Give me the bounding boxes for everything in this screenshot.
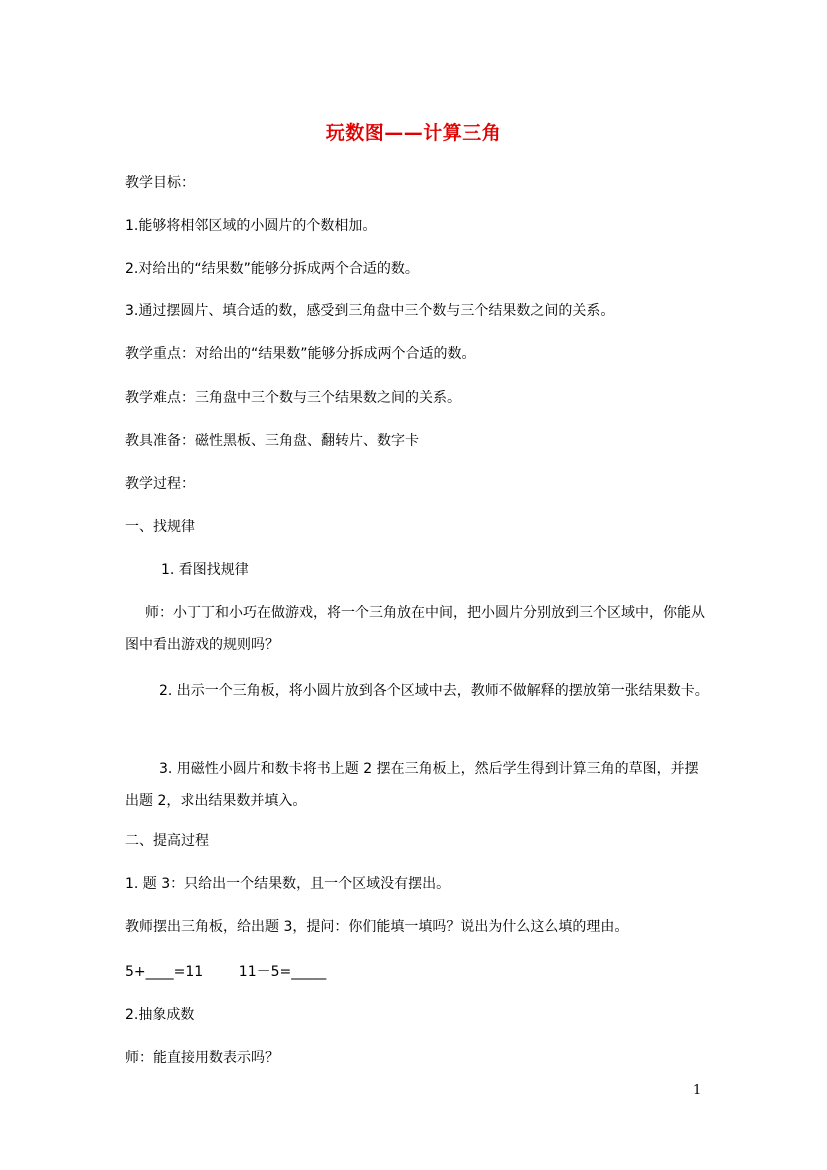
text-line: 教学过程： — [125, 476, 195, 492]
paragraph: 3. 用磁性小圆片和数卡将书上题 2 摆在三角板上，然后学生得到计算三角的草图，并摆出题 2，求出结果数并填入。 — [125, 761, 699, 809]
section-heading: 一、找规律 — [125, 519, 195, 535]
text-line: 教学重点：对给出的“结果数”能够分拆成两个合适的数。 — [125, 346, 476, 362]
text-line: 2.对给出的“结果数”能够分拆成两个合适的数。 — [125, 261, 419, 277]
text-line: 师：能直接用数表示吗？ — [125, 1050, 279, 1066]
text-line: 教学难点：三角盘中三个数与三个结果数之间的关系。 — [125, 390, 461, 406]
paragraph: 师：小丁丁和小巧在做游戏，将一个三角放在中间，把小圆片分别放到三个区域中，你能从图中看出游戏的规则吗？ — [125, 605, 705, 653]
equation-line: 5+____=11 11－5=_____ — [125, 964, 327, 980]
subsection-heading: 1. 看图找规律 — [161, 562, 249, 578]
page-number: 1 — [693, 1083, 702, 1098]
paragraph: 2. 出示一个三角板，将小圆片放到各个区域中去，教师不做解释的摆放第一张结果数卡。 — [159, 683, 709, 699]
text-line: 教具准备：磁性黑板、三角盘、翻转片、数字卡 — [125, 433, 419, 449]
text-line: 教师摆出三角板，给出题 3，提问：你们能填一填吗？说出为什么这么填的理由。 — [125, 919, 629, 935]
section-heading: 二、提高过程 — [125, 833, 209, 849]
text-line: 1.能够将相邻区域的小圆片的个数相加。 — [125, 218, 377, 234]
text-line: 2.抽象成数 — [125, 1007, 195, 1023]
text-line: 3.通过摆圆片、填合适的数，感受到三角盘中三个数与三个结果数之间的关系。 — [125, 303, 615, 319]
document-title: 玩数图——计算三角 — [325, 122, 502, 144]
text-line: 教学目标： — [125, 175, 195, 191]
text-line: 1. 题 3：只给出一个结果数，且一个区域没有摆出。 — [125, 876, 451, 892]
